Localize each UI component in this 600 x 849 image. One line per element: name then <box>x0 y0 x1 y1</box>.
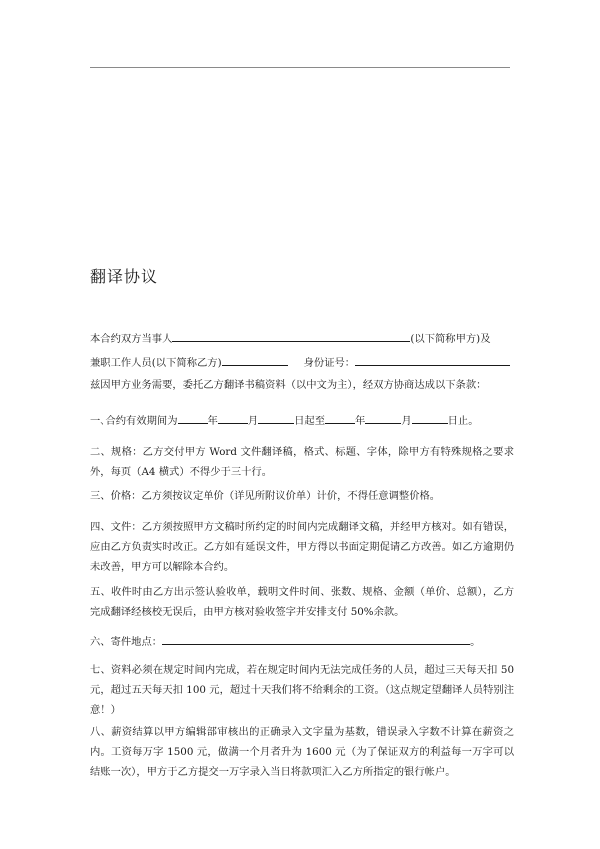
start-month-blank[interactable] <box>218 412 248 424</box>
id-number-label: 身份证号： <box>303 357 356 369</box>
clause-6-period: 。 <box>470 636 481 648</box>
party-a-blank[interactable] <box>172 330 410 342</box>
clause-6 <box>90 633 480 649</box>
mailing-address-blank[interactable] <box>162 633 470 645</box>
clause-1 <box>90 412 479 428</box>
party-b-line <box>90 354 510 370</box>
clause-8: 八、薪资结算以甲方编辑部审核出的正确录入文字量为基数，错误录入字数不计算在薪资之内。工资每万字 1500 元，做满一个月者升为 1600 元（为了保证双方的利益每一万字可以结账一次），甲方于乙方提交一万字录入当日将款项汇入乙方所指定的银行帐户。 <box>90 726 514 778</box>
month-label: 月 <box>247 415 259 427</box>
header-rule <box>90 67 510 68</box>
parties-line <box>90 330 491 346</box>
from-label: 日起至 <box>294 415 326 427</box>
until-label: 日止。 <box>447 415 479 427</box>
party-b-label: 兼职工作人员(以下简称乙方) <box>90 357 222 369</box>
document-title: 翻译协议 <box>90 267 159 286</box>
start-year-blank[interactable] <box>178 412 208 424</box>
year-label: 年 <box>355 415 366 427</box>
clause-3: 三、价格：乙方须按议定单价（详见所附议价单）计价，不得任意调整价格。 <box>90 490 441 502</box>
year-label: 年 <box>207 415 218 427</box>
parties-label: 本合约双方当事人 <box>90 333 173 345</box>
id-number-blank[interactable] <box>355 354 510 366</box>
clause-7: 七、资料必须在规定时间内完成，若在规定时间内无法完成任务的人员，超过三天每天扣 50 元，超过五天每天扣 100 元，超过十天我们将不给剩余的工资。（这点规定望翻译人员特别注意！） <box>90 664 514 716</box>
clause-4: 四、文件：乙方须按照甲方文稿时所约定的时间内完成翻译文稿，并经甲方核对。如有错误，应由乙方负责实时改正。乙方如有延误文件，甲方得以书面定期促请乙方改善。如乙方逾期仍未改善，甲方可以解除本合约。 <box>90 521 514 573</box>
end-year-blank[interactable] <box>325 412 355 424</box>
clause-6-label: 六、寄件地点： <box>90 636 163 648</box>
clause-1-label: 一､合约有效期间为 <box>90 415 178 427</box>
clause-2: 二、规格：乙方交付甲方 Word 文件翻译稿，格式、标题、字体，除甲方有特殊规格之要求外，每页（A4 横式）不得少于三十行。 <box>90 446 514 478</box>
clause-5: 五、收件时由乙方出示签认验收单，载明文件时间、张数、规格、金额（单价、总额），乙方完成翻译经核校无误后，由甲方核对验收签字并安排支付 50%余款。 <box>90 586 514 618</box>
party-b-name-blank[interactable] <box>222 354 288 366</box>
month-label: 月 <box>401 415 412 427</box>
end-month-blank[interactable] <box>365 412 401 424</box>
start-day-blank[interactable] <box>258 412 294 424</box>
end-day-blank[interactable] <box>412 412 448 424</box>
preamble: 兹因甲方业务需要，委托乙方翻译书稿资料（以中文为主），经双方协商达成以下条款： <box>90 379 487 391</box>
party-a-suffix: (以下简称甲方)及 <box>410 333 491 345</box>
